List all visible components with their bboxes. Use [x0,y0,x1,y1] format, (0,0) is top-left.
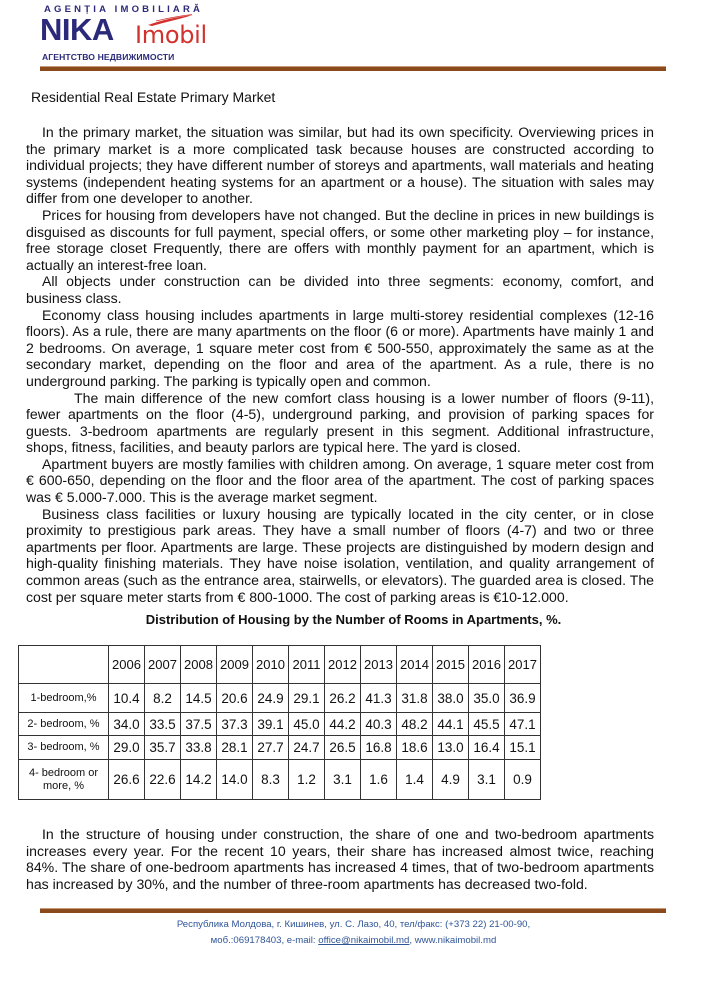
year-header: 2012 [325,646,361,684]
paragraph-economy: Economy class housing includes apartments in large multi-storey residential complexes (12-16 floors). As a rule, there are many apartments on the floor (6 or more). Apartments have mainly 1 and 2 bedrooms. On average, 1 square meter cost from € 500-550, approximately the same as at the secondary market, depending on the floor and area of the apartment. As a rule, there is no underground parking. The parking is typically open and common. [26,306,654,389]
table-cell: 14.2 [181,760,217,800]
year-header: 2006 [109,646,145,684]
table-cell: 24.7 [289,736,325,760]
table-cell: 29.0 [109,736,145,760]
year-header: 2015 [433,646,469,684]
table-cell: 38.0 [433,684,469,713]
table-cell: 26.5 [325,736,361,760]
year-header: 2013 [361,646,397,684]
year-header: 2011 [289,646,325,684]
table-cell: 26.6 [109,760,145,800]
table-cell: 13.0 [433,736,469,760]
year-header: 2009 [217,646,253,684]
table-cell: 8.2 [145,684,181,713]
paragraph-prices: Prices for housing from developers have not changed. But the decline in prices in new buildings is disguised as discounts for full payment, special offers, or some other marketing ploy – for instance, free storage closet Frequently, there are offers with monthly payment for an apartment, which is actually an interest-free loan. [26,206,654,273]
paragraph-buyers: Apartment buyers are mostly families with children among. On average, 1 square meter cost from € 600-650, depending on the floor and the floor area of the apartment. The cost of parking spaces was € 5.000-7.000. This is the average market segment. [26,455,654,506]
row-label [19,760,109,800]
table-cell: 35.7 [145,736,181,760]
row-label-line1: 4- bedroom or [28,766,99,779]
footer-email-link[interactable]: office@nikaimobil.md [318,935,410,946]
table-cell: 20.6 [217,684,253,713]
paragraph-intro: In the primary market, the situation was similar, but had its own specificity. Overviewing prices in the primary market is a more complicated task because houses are constructed according to individual projects; they have different number of storeys and apartments, wall materials and heating systems (independent heating systems for an apartment or a house). The situation with sales may differ from one developer to another. [26,124,654,207]
table-cell: 10.4 [109,684,145,713]
table-cell: 3.1 [469,760,505,800]
table-cell: 14.0 [217,760,253,800]
footer-address: Республика Молдова, г. Кишинев, ул. С. Лазо, 40, тел/факс: (+373 22) 21-00-90, [176,919,531,930]
table-cell: 15.1 [505,736,541,760]
table-cell: 24.9 [253,684,289,713]
row-label-line2: more, % [43,779,84,792]
table-row-3-bedroom [19,736,541,760]
table-cell: 29.1 [289,684,325,713]
table-cell: 33.5 [145,713,181,736]
row-label: 1-bedroom,% [19,684,109,713]
table-cell: 45.0 [289,713,325,736]
table-title: Distribution of Housing by the Number of Rooms in Apartments, %. [145,612,562,627]
table-row-1-bedroom [19,684,541,713]
logo-brand-secondary: Imobil [135,21,207,49]
table-cell: 1.4 [397,760,433,800]
table-cell: 1.2 [289,760,325,800]
footer-separator: , [409,935,415,946]
table-cell: 37.5 [181,713,217,736]
footer-contact [0,917,707,949]
row-label: 3- bedroom, % [19,736,109,760]
table-cell: 8.3 [253,760,289,800]
table-cell: 18.6 [397,736,433,760]
table-cell: 44.2 [325,713,361,736]
table-cell: 39.1 [253,713,289,736]
header-divider [40,66,666,71]
table-cell: 27.7 [253,736,289,760]
footer-divider [40,908,666,913]
conclusion-text [26,826,654,892]
table-cell: 0.9 [505,760,541,800]
section-heading: Residential Real Estate Primary Market [31,89,276,105]
body-text [26,124,654,605]
table-cell: 3.1 [325,760,361,800]
table-cell: 36.9 [505,684,541,713]
year-header: 2016 [469,646,505,684]
table-cell: 1.6 [361,760,397,800]
distribution-table [18,645,541,800]
table-cell: 4.9 [433,760,469,800]
table-cell: 47.1 [505,713,541,736]
table-row-4-plus-bedroom [19,760,541,800]
year-header: 2007 [145,646,181,684]
footer-contacts-line [0,933,707,949]
row-label: 2- bedroom, % [19,713,109,736]
table-cell: 31.8 [397,684,433,713]
table-cell: 44.1 [433,713,469,736]
table-cell: 14.5 [181,684,217,713]
paragraph-business: Business class facilities or luxury housing are typically located in the city center, or in close proximity to prestigious park areas. They have a small number of floors (4-7) and two or three apartments per floor. Apartments are large. These projects are distinguished by modern design and high-quality finishing materials. They have noise isolation, ventilation, and quality arrangement of common areas (such as the entrance area, stairwells, or elevators). The guarded area is closed. The cost per square meter starts from € 800-1000. The cost of parking areas is €10-12.000. [26,505,654,605]
table-cell: 37.3 [217,713,253,736]
table-cell: 28.1 [217,736,253,760]
footer-website[interactable]: www.nikaimobil.md [414,935,497,946]
year-header: 2014 [397,646,433,684]
table-cell: 35.0 [469,684,505,713]
table-cell: 34.0 [109,713,145,736]
table-cell: 41.3 [361,684,397,713]
table-cell: 48.2 [397,713,433,736]
year-header: 2010 [253,646,289,684]
paragraph-segments: All objects under construction can be divided into three segments: economy, comfort, and business class. [26,273,654,306]
paragraph-conclusion: In the structure of housing under construction, the share of one and two-bedroom apartments increases every year. For the recent 10 years, their share has increased almost twice, reaching 84%. The share of one-bedroom apartments has increased 4 times, that of two-bedroom apartments has increased by 30%, and the number of three-room apartments has decreased two-fold. [26,826,654,892]
year-header: 2017 [505,646,541,684]
table-cell: 26.2 [325,684,361,713]
logo-top-line: AGENȚIA IMOBILIARĂ [44,4,204,15]
table-cell: 40.3 [361,713,397,736]
table-row-2-bedroom [19,713,541,736]
logo-subtitle: АГЕНТСТВО НЕДВИЖИМОСТИ [42,52,175,62]
table-header-row [19,646,541,684]
year-header: 2008 [181,646,217,684]
paragraph-comfort: The main difference of the new comfort class housing is a lower number of floors (9-11), fewer apartments on the floor (4-5), underground parking, and provision of parking spaces for guests. 3-bedroom apartments are regularly present in this segment. Additional infrastructure, shops, fitness, facilities, and beauty parlors are typical here. The yard is closed. [26,389,654,456]
table-cell: 22.6 [145,760,181,800]
table-cell: 45.5 [469,713,505,736]
logo-brand-primary: NIKA [40,12,114,47]
table-cell: 16.8 [361,736,397,760]
footer-phone: моб.:069178403, e-mail: [210,935,319,946]
table-cell: 33.8 [181,736,217,760]
company-logo [40,2,240,66]
table-cell: 16.4 [469,736,505,760]
table-corner-cell [19,646,109,684]
